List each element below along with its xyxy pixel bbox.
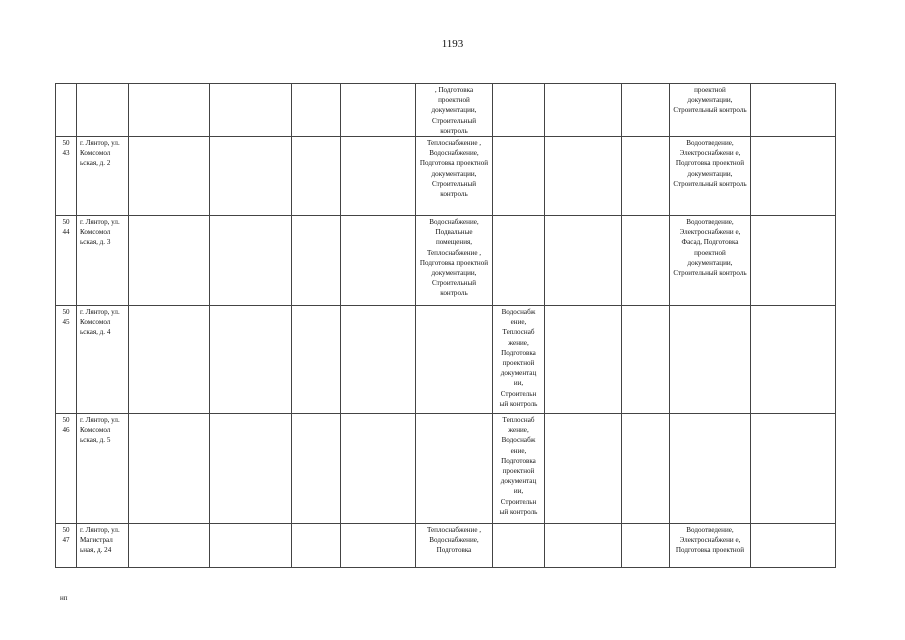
empty-cell (622, 84, 670, 137)
works-cell: Водоснабж ение, Теплоснаб жение, Подготовка проектной документац ии, Строительн ый контроль (493, 306, 545, 414)
empty-cell (129, 216, 210, 306)
empty-cell (751, 137, 836, 216)
work-schedule-table (55, 83, 836, 568)
address-cell (77, 84, 129, 137)
table-row (56, 137, 836, 216)
empty-cell (545, 306, 622, 414)
row-number-cell: 50 43 (56, 137, 77, 216)
table-row (56, 84, 836, 137)
works-cell (493, 216, 545, 306)
page-number: 1193 (441, 38, 464, 50)
row-number-cell: 50 44 (56, 216, 77, 306)
works-cell: Водоотведение, Электроснабжени е, Подготовка проектной документации, Строительный контроль (670, 137, 751, 216)
table-row (56, 306, 836, 414)
empty-cell (341, 84, 416, 137)
empty-cell (210, 524, 292, 568)
works-cell: Теплоснаб жение, Водоснабж ение, Подготовка проектной документац ии, Строительн ый контроль (493, 414, 545, 524)
empty-cell (622, 414, 670, 524)
row-number-cell (56, 84, 77, 137)
footer-mark: нп (60, 594, 68, 602)
empty-cell (622, 524, 670, 568)
works-cell: Водоотведение, Электроснабжени е, Фасад, Подготовка проектной документации, Строительный контроль (670, 216, 751, 306)
empty-cell (129, 414, 210, 524)
empty-cell (545, 137, 622, 216)
works-cell (493, 137, 545, 216)
works-cell: Водоснабжение, Подвальные помещения, Теплоснабжение , Подготовка проектной документации, Строительный контроль (416, 216, 493, 306)
empty-cell (129, 137, 210, 216)
empty-cell (622, 137, 670, 216)
empty-cell (341, 216, 416, 306)
empty-cell (292, 137, 341, 216)
empty-cell (751, 524, 836, 568)
empty-cell (545, 414, 622, 524)
empty-cell (292, 524, 341, 568)
empty-cell (545, 216, 622, 306)
empty-cell (622, 216, 670, 306)
empty-cell (751, 414, 836, 524)
empty-cell (210, 137, 292, 216)
works-cell: , Подготовка проектной документации, Строительный контроль (416, 84, 493, 137)
table-row (56, 524, 836, 568)
empty-cell (341, 137, 416, 216)
empty-cell (129, 84, 210, 137)
empty-cell (210, 414, 292, 524)
empty-cell (210, 216, 292, 306)
works-cell (670, 414, 751, 524)
works-cell: Теплоснабжение , Водоснабжение, Подготовка (416, 524, 493, 568)
empty-cell (622, 306, 670, 414)
empty-cell (545, 524, 622, 568)
empty-cell (129, 524, 210, 568)
works-cell (493, 84, 545, 137)
empty-cell (129, 306, 210, 414)
address-cell: г. Лянтор, ул. Комсомол ьская, д. 4 (77, 306, 129, 414)
empty-cell (292, 84, 341, 137)
table-row (56, 216, 836, 306)
empty-cell (751, 84, 836, 137)
table-row (56, 414, 836, 524)
row-number-cell: 50 47 (56, 524, 77, 568)
empty-cell (751, 306, 836, 414)
works-cell (493, 524, 545, 568)
works-cell (416, 306, 493, 414)
row-number-cell: 50 46 (56, 414, 77, 524)
empty-cell (292, 306, 341, 414)
empty-cell (341, 414, 416, 524)
row-number-cell: 50 45 (56, 306, 77, 414)
empty-cell (210, 306, 292, 414)
address-cell: г. Лянтор, ул. Комсомол ьская, д. 5 (77, 414, 129, 524)
address-cell: г. Лянтор, ул. Комсомол ьская, д. 3 (77, 216, 129, 306)
works-cell (416, 414, 493, 524)
empty-cell (341, 524, 416, 568)
address-cell: г. Лянтор, ул. Комсомол ьская, д. 2 (77, 137, 129, 216)
works-cell (670, 306, 751, 414)
empty-cell (210, 84, 292, 137)
works-cell: Теплоснабжение , Водоснабжение, Подготовка проектной документации, Строительный контроль (416, 137, 493, 216)
empty-cell (545, 84, 622, 137)
works-cell: Водоотведение, Электроснабжени е, Подготовка проектной (670, 524, 751, 568)
works-cell: проектной документации, Строительный контроль (670, 84, 751, 137)
address-cell: г. Лянтор, ул. Магистрал ьная, д. 24 (77, 524, 129, 568)
empty-cell (292, 414, 341, 524)
empty-cell (751, 216, 836, 306)
empty-cell (292, 216, 341, 306)
empty-cell (341, 306, 416, 414)
